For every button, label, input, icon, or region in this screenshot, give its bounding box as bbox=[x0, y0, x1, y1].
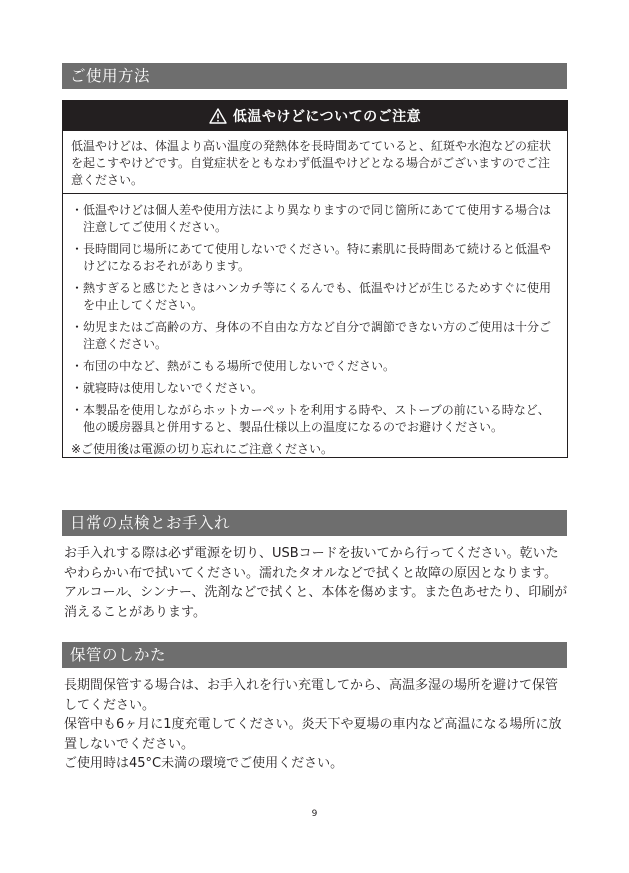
bullet: ・ bbox=[71, 403, 84, 417]
caution-title: 低温やけどについてのご注意 bbox=[232, 109, 422, 125]
caution-list bbox=[63, 194, 567, 436]
page-number: 9 bbox=[311, 809, 318, 819]
caution-item-text: 幼児またはご高齢の方、身体の不自由な方など自分で調節できない方のご使用は十分ご注意ください。 bbox=[83, 320, 552, 351]
bullet: ・ bbox=[71, 203, 84, 217]
caution-item bbox=[71, 241, 559, 275]
storage-text bbox=[64, 676, 569, 774]
care-text bbox=[64, 544, 569, 622]
bullet: ・ bbox=[71, 242, 84, 256]
caution-item bbox=[71, 280, 559, 314]
caution-item bbox=[71, 358, 559, 375]
caution-item-text: 低温やけどは個人差や使用方法により異なりますので同じ箇所にあてて使用する場合は注意してご使用ください。 bbox=[83, 203, 552, 234]
bullet: ・ bbox=[71, 320, 84, 334]
storage-paragraph: 長期間保管する場合は、お手入れを行い充電してから、高温多湿の場所を避けて保管してください。 bbox=[64, 678, 559, 713]
caution-intro: 低温やけどは、体温より高い温度の発熱体を長時間あてていると、紅斑や水泡などの症状を起こすやけどです。自覚症状をともなわず低温やけどとなる場合がございますのでご注意ください。 bbox=[63, 131, 567, 194]
bullet: ・ bbox=[71, 359, 84, 373]
caution-item-text: 長時間同じ場所にあてて使用しないでください。特に素肌に長時間あて続けると低温やけどになるおそれがあります。 bbox=[83, 242, 552, 273]
section-header-storage: 保管のしかた bbox=[62, 642, 567, 668]
caution-item bbox=[71, 202, 559, 236]
caution-item bbox=[71, 402, 559, 436]
storage-paragraph: 保管中も6ヶ月に1度充電してください。炎天下や夏場の車内など高温になる場所に放置しないでください。 bbox=[64, 717, 562, 752]
section-header-care: 日常の点検とお手入れ bbox=[62, 510, 567, 536]
caution-item-text: 熱すぎると感じたときはハンカチ等にくるんでも、低温やけどが生じるためすぐに使用を中止してください。 bbox=[83, 281, 552, 312]
caution-title-bar bbox=[63, 101, 567, 131]
caution-item-text: 本製品を使用しながらホットカーペットを利用する時や、ストーブの前にいる時など、他の暖房器具と併用すると、製品仕様以上の温度になるのでお避けください。 bbox=[83, 403, 550, 434]
bullet: ・ bbox=[71, 281, 84, 295]
care-paragraph: お手入れする際は必ず電源を切り、USBコードを抜いてから行ってください。乾いたやわらかい布で拭いてください。濡れたタオルなどで拭くと故障の原因となります。アルコール、シンナー、洗剤などで拭くと、本体を傷めます。また色あせたり、印刷が消えることがあります。 bbox=[64, 546, 568, 620]
caution-item-text: 布団の中など、熱がこもる場所で使用しないでください。 bbox=[83, 359, 396, 373]
bullet: ・ bbox=[71, 381, 84, 395]
caution-note: ※ご使用後は電源の切り忘れにご注意ください。 bbox=[71, 442, 334, 456]
warning-triangle-icon bbox=[209, 108, 227, 124]
storage-paragraph: ご使用時は45°C未満の環境でご使用ください。 bbox=[64, 756, 344, 771]
caution-item-text: 就寝時は使用しないでください。 bbox=[83, 381, 264, 395]
caution-item bbox=[71, 319, 559, 353]
caution-box bbox=[62, 100, 568, 458]
section-header-usage: ご使用方法 bbox=[62, 63, 567, 89]
caution-item bbox=[71, 380, 559, 397]
